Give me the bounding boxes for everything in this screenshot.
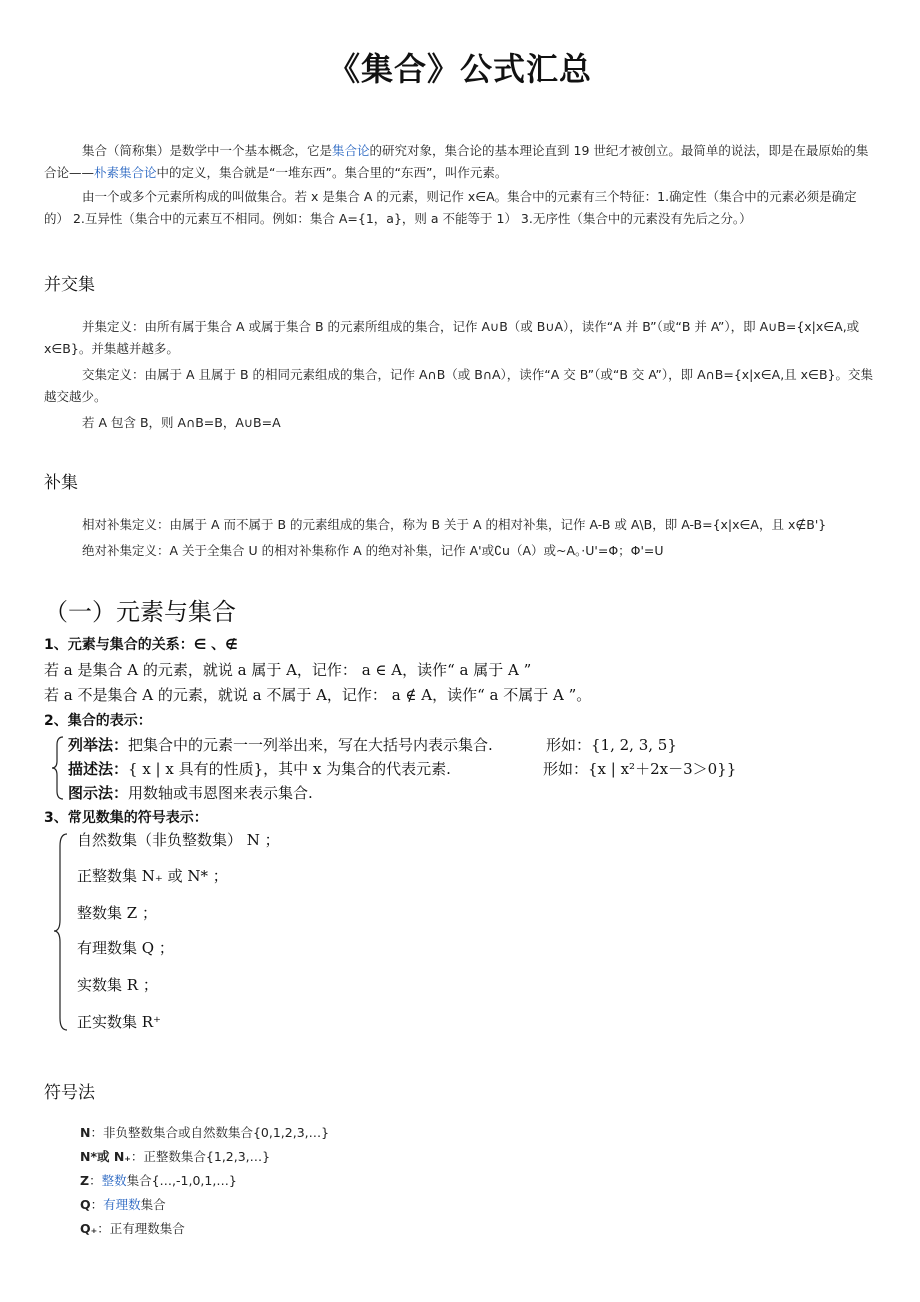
item1-line-1: 若 a 是集合 A 的元素，就说 a 属于 A，记作： a ∈ A，读作“ a 属于 A ” bbox=[44, 661, 532, 679]
repr-diagram: 图示法：用数轴或韦恩图来表示集合. bbox=[68, 784, 313, 802]
number-set-integer: 整数集 Z ； bbox=[77, 904, 157, 922]
repr-enumeration: 列举法：把集合中的元素一一列举出来，写在大括号内表示集合. bbox=[68, 736, 493, 754]
symbol-item-n-star: N*或 N₊：正整数集合{1,2,3,…} bbox=[80, 1149, 271, 1164]
union-intersection-section bbox=[44, 316, 880, 434]
number-set-positive-real: 正实数集 R⁺ bbox=[77, 1013, 161, 1031]
page-title: 《集合》公式汇总 bbox=[327, 50, 592, 88]
number-set-rational: 有理数集 Q ； bbox=[77, 939, 174, 957]
inclusion-rule: 若 A 包含 B，则 A∩B=B，A∪B=A bbox=[82, 415, 281, 430]
item1-line-2: 若 a 不是集合 A 的元素，就说 a 不属于 A，记作： a ∉ A，读作“ a 不属于 A ”。 bbox=[44, 686, 592, 704]
union-intersection-heading: 并交集 bbox=[44, 275, 95, 295]
symbol-item-n: N：非负整数集合或自然数集合{0,1,2,3,…} bbox=[80, 1125, 330, 1140]
complement-heading: 补集 bbox=[44, 473, 78, 493]
symbol-heading: 符号法 bbox=[44, 1083, 95, 1103]
left-brace-icon bbox=[52, 832, 70, 1032]
rational-number-link[interactable]: 有理数 bbox=[103, 1197, 141, 1212]
symbol-item-q: Q：有理数集合 bbox=[80, 1197, 166, 1212]
complement-section bbox=[44, 514, 880, 562]
item2-title: 2、集合的表示： bbox=[44, 713, 152, 729]
union-definition: 并集定义：由所有属于集合 A 或属于集合 B 的元素所组成的集合，记作 A∪B（或 B∪A），读作“A 并 B”（或“B 并 A”），即 A∪B={x|x∈A,或 x∈B}。并集越并越多。 bbox=[44, 319, 860, 356]
relative-complement-definition: 相对补集定义：由属于 A 而不属于 B 的元素组成的集合，称为 B 关于 A 的相对补集，记作 A-B 或 A\B，即 A-B={x|x∈A，且 x∉B'} bbox=[82, 517, 827, 532]
left-brace-icon bbox=[50, 735, 66, 801]
item3-title: 3、常见数集的符号表示： bbox=[44, 810, 208, 826]
intro-paragraph-1: 集合（简称集）是数学中一个基本概念，它是集合论的研究对象，集合论的基本理论直到 19 世纪才被创立。最简单的说法，即是在最原始的集合论——朴素集合论中的定义，集合就是“一堆东西”。集合里的“东西”，叫作元素。 bbox=[44, 143, 869, 180]
intro-paragraph-2: 由一个或多个元素所构成的叫做集合。若 x 是集合 A 的元素，则记作 x∈A。集合中的元素有三个特征：1.确定性（集合中的元素必须是确定的） 2.互异性（集合中的元素互不相同。例如：集合 A={1，a}，则 a 不能等于 1） 3.无序性（集合中的元素没有先后之分。） bbox=[44, 189, 857, 226]
symbol-item-q-plus: Q₊：正有理数集合 bbox=[80, 1221, 185, 1236]
item1-title: 1、元素与集合的关系：∈ 、∉ bbox=[44, 637, 238, 653]
intro-section bbox=[44, 140, 880, 230]
absolute-complement-definition: 绝对补集定义：A 关于全集合 U 的相对补集称作 A 的绝对补集，记作 A'或∁u（A）或~A。·U'=Φ；Φ'=U bbox=[82, 543, 664, 558]
set-theory-link[interactable]: 集合论 bbox=[332, 143, 370, 158]
number-set-real: 实数集 R ； bbox=[77, 976, 158, 994]
intersection-definition: 交集定义：由属于 A 且属于 B 的相同元素组成的集合，记作 A∩B（或 B∩A），读作“A 交 B”（或“B 交 A”），即 A∩B={x|x∈A,且 x∈B}。交集越交越少。 bbox=[44, 367, 873, 404]
number-set-natural: 自然数集（非负整数集） N ； bbox=[77, 831, 280, 849]
number-set-positive-integer: 正整数集 N₊ 或 N* ； bbox=[77, 867, 228, 885]
naive-set-theory-link[interactable]: 朴素集合论 bbox=[94, 165, 157, 180]
integer-link[interactable]: 整数 bbox=[101, 1173, 127, 1188]
repr-enumeration-example: 形如：{1, 2, 3, 5} bbox=[546, 736, 677, 754]
repr-description: 描述法：{ x | x 具有的性质}，其中 x 为集合的代表元素. bbox=[68, 760, 451, 778]
repr-description-example: 形如：{x | x²＋2x－3＞0}} bbox=[543, 760, 737, 778]
section-one-heading: （一）元素与集合 bbox=[44, 598, 236, 626]
symbol-item-z: Z：整数集合{…,-1,0,1,…} bbox=[80, 1173, 237, 1188]
